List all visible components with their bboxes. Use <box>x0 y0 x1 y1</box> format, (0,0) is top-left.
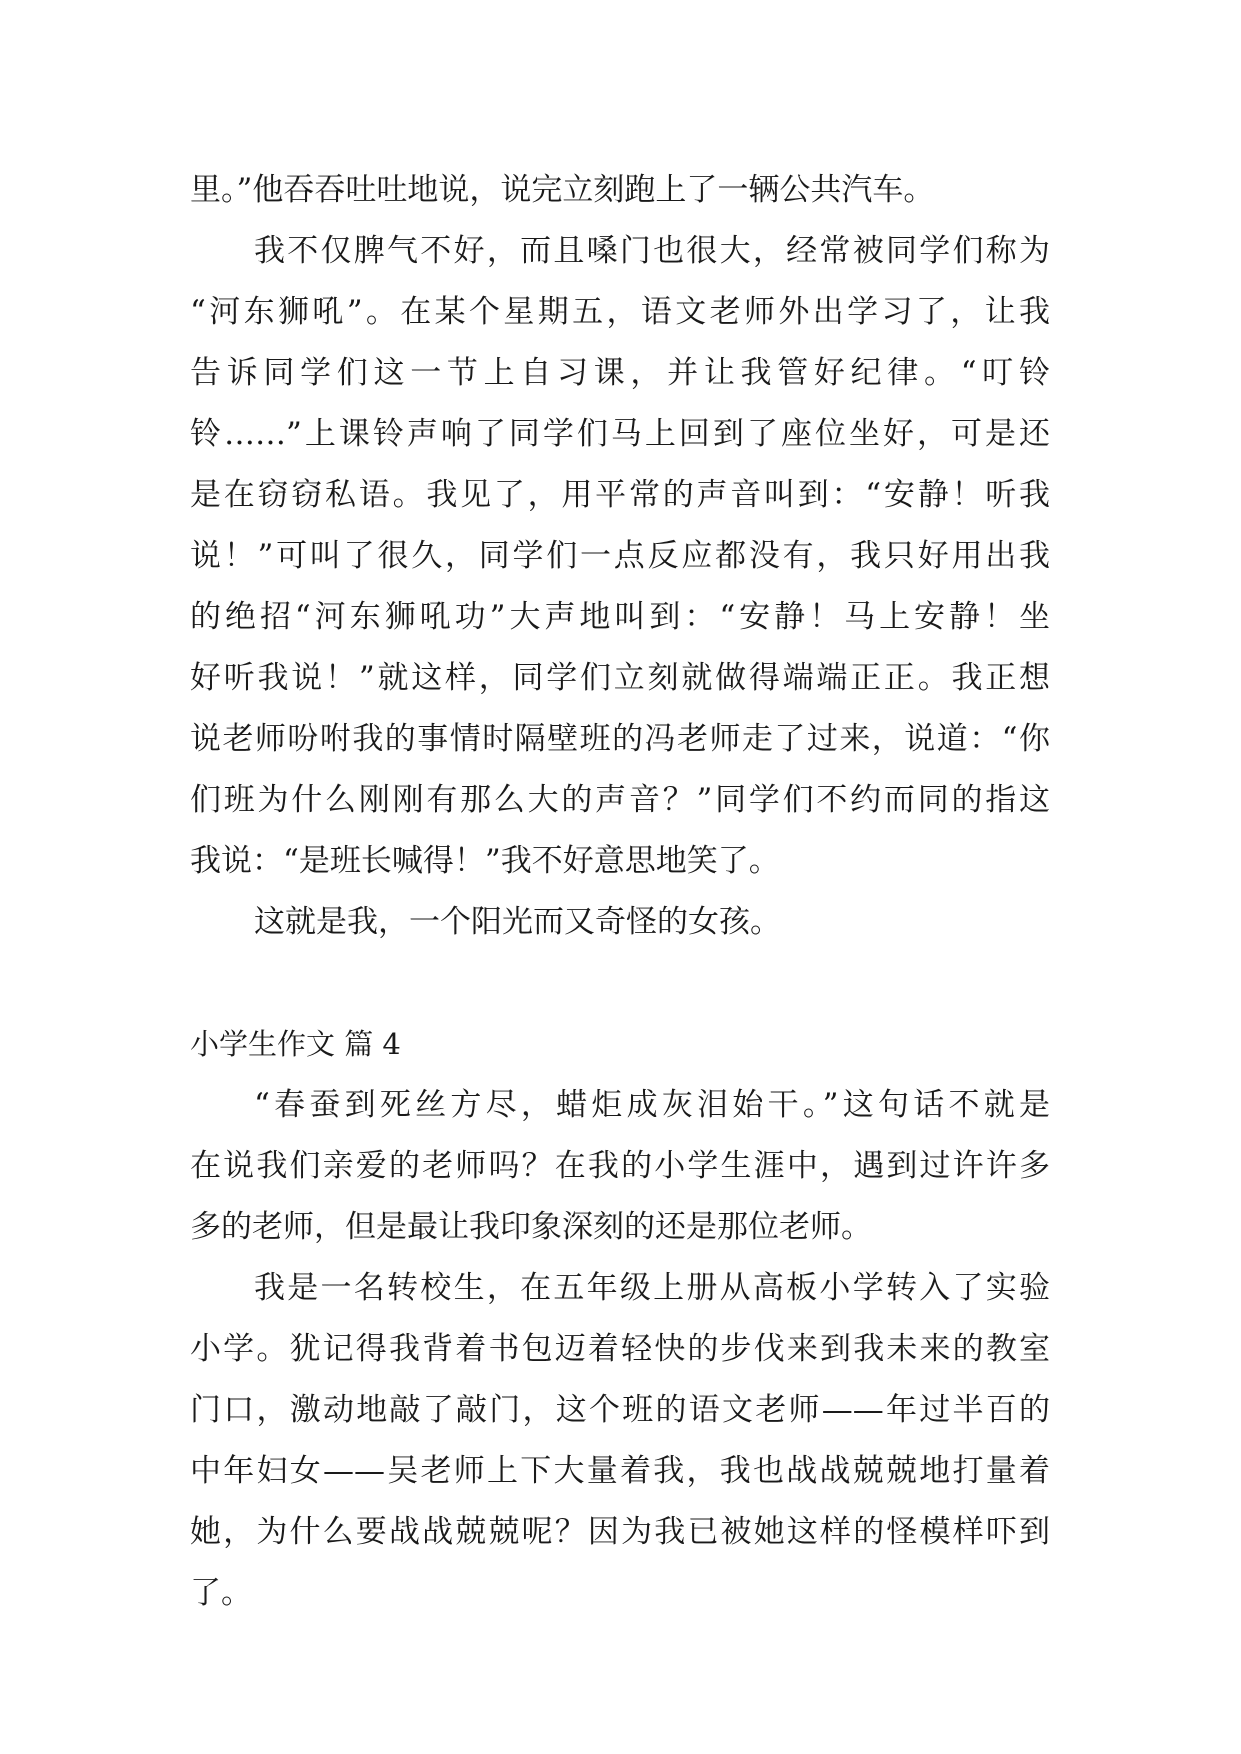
section-spacer <box>190 953 1050 1014</box>
text-line: 里。”他吞吞吐吐地说，说完立刻跑上了一辆公共汽车。 <box>190 172 935 208</box>
text-line: 我不仅脾气不好，而且嗓门也很大，经常被同学们称为 <box>254 233 1050 269</box>
text-line: “河东狮吼”。在某个星期五，语文老师外出学习了，让我 <box>190 294 1050 330</box>
text-line: 的绝招“河东狮吼功”大声地叫到：“安静！马上安静！坐 <box>190 599 1050 635</box>
text-line: 中年妇女——吴老师上下大量着我，我也战战兢兢地打量着 <box>190 1453 1050 1489</box>
section-heading: 小学生作文 篇 4 <box>190 1027 401 1061</box>
text-line: 她，为什么要战战兢兢呢？因为我已被她这样的怪模样吓到 <box>190 1514 1050 1550</box>
text-line: 这就是我，一个阳光而又奇怪的女孩。 <box>254 904 781 940</box>
paragraph <box>190 221 1050 892</box>
paragraph <box>190 1258 1050 1624</box>
text-line: 在说我们亲爱的老师吗？在我的小学生涯中，遇到过许许多 <box>190 1148 1050 1184</box>
text-line: 告诉同学们这一节上自习课，并让我管好纪律。“叮铃 <box>190 355 1050 391</box>
text-line: 是在窃窃私语。我见了，用平常的声音叫到：“安静！听我 <box>190 477 1050 513</box>
document-page <box>190 160 1050 1624</box>
paragraph <box>190 892 1050 953</box>
text-line: 铃……”上课铃声响了同学们马上回到了座位坐好，可是还 <box>190 416 1050 452</box>
text-line: 小学。犹记得我背着书包迈着轻快的步伐来到我未来的教室 <box>190 1331 1050 1367</box>
paragraph <box>190 160 1050 221</box>
text-line: 好听我说！”就这样，同学们立刻就做得端端正正。我正想 <box>190 660 1050 696</box>
text-line: 门口，激动地敲了敲门，这个班的语文老师——年过半百的 <box>190 1392 1050 1428</box>
text-line: 我说：“是班长喊得！”我不好意思地笑了。 <box>190 843 780 879</box>
text-line: 多的老师，但是最让我印象深刻的还是那位老师。 <box>190 1209 872 1245</box>
text-line: 我是一名转校生，在五年级上册从高板小学转入了实验 <box>254 1270 1050 1306</box>
text-line: 说老师吩咐我的事情时隔壁班的冯老师走了过来，说道：“你 <box>190 721 1050 757</box>
text-line: 了。 <box>190 1575 252 1611</box>
text-line: 说！”可叫了很久，同学们一点反应都没有，我只好用出我 <box>190 538 1050 574</box>
text-line: “春蚕到死丝方尽，蜡炬成灰泪始干。”这句话不就是 <box>254 1087 1050 1123</box>
text-line: 们班为什么刚刚有那么大的声音？”同学们不约而同的指这 <box>190 782 1050 818</box>
paragraph <box>190 1075 1050 1258</box>
